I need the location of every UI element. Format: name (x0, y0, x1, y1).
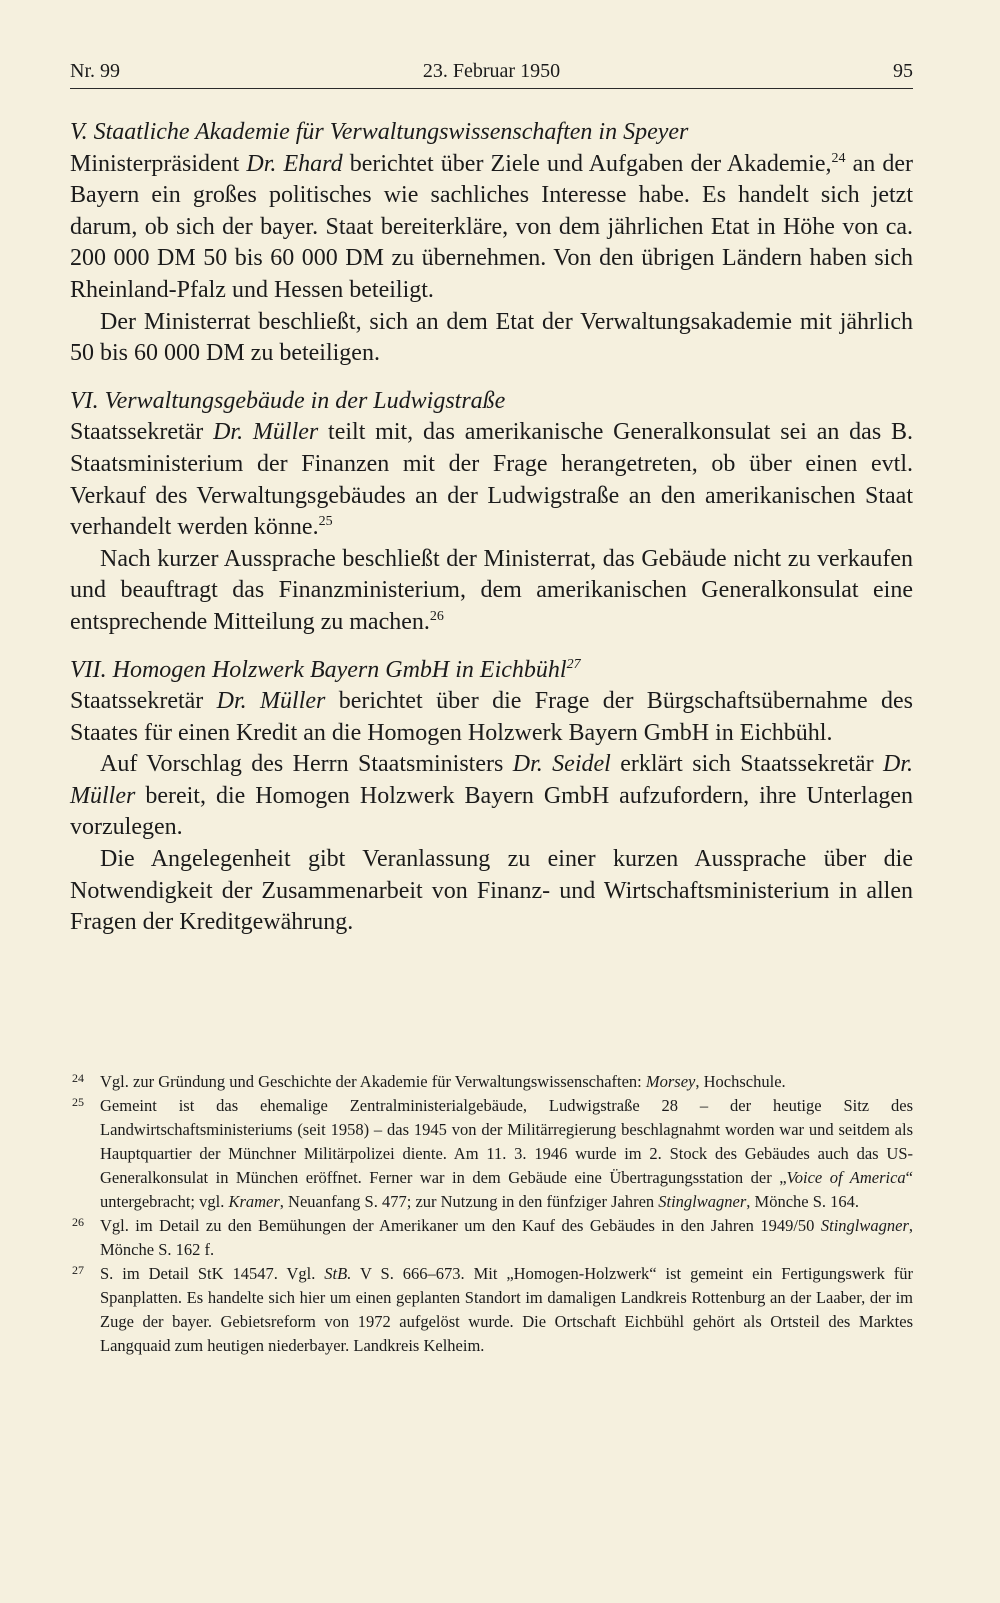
section-vi (70, 386, 913, 639)
text-run: berichtet über die Frage der Bürgschaftsübernahme des Staates für einen Kredit an die Homogen Holzwerk Bayern GmbH in Eichbühl. (70, 688, 914, 746)
section-heading (70, 655, 913, 687)
paragraph (70, 417, 913, 543)
text-run: Staatssekretär (70, 688, 217, 715)
page (70, 54, 913, 955)
footnotes (70, 1070, 913, 1358)
text-run: , Mönche S. 164. (746, 1192, 860, 1211)
heading-text: VII. Homogen Holzwerk Bayern GmbH in Eichbühl (70, 656, 567, 683)
author-name: Morsey (645, 1072, 696, 1091)
text-run: Auf Vorschlag des Herrn Staatsministers (100, 751, 513, 778)
footnote-24 (70, 1070, 913, 1094)
footnote-ref: 27 (566, 656, 581, 672)
author-name: Kramer (228, 1192, 280, 1211)
paragraph: Die Angelegenheit gibt Veranlassung zu einer kurzen Aussprache über die Notwendigkeit der Zusammenarbeit von Finanz- und Wirtschaftsministerium in allen Fragen der Kreditgewährung. (70, 846, 913, 936)
text-run: “ untergebracht; vgl. (100, 1168, 913, 1211)
text-run: S. im Detail StK 14547. Vgl. (100, 1264, 325, 1283)
text-run: Nach kurzer Aussprache beschließt der Ministerrat, das Gebäude nicht zu verkaufen und beauftragt das Finanzministerium, dem amerikanischen Generalkonsulat eine entsprechende Mitteilung zu machen. (70, 545, 913, 635)
footnote-ref: 26 (429, 608, 444, 624)
text-run: an der Bayern ein großes politisches wie sachliches Interesse habe. Es handelt sich jetzt darum, ob sich der bayer. Staat bereiterkläre, von dem jährlichen Etat in Höhe von ca. 200 000 DM 50 bis 60 000 DM zu übernehmen. Von den übrigen Ländern haben sich Rheinland-Pfalz und Hessen beteiligt. (70, 150, 913, 303)
section-heading: VI. Verwaltungsgebäude in der Ludwigstraße (70, 387, 506, 414)
text-run: Vgl. zur Gründung und Geschichte der Akademie für Verwaltungswissenschaften: (100, 1072, 646, 1091)
text-run: , Mönche S. 162 f. (100, 1216, 913, 1259)
footnote-ref: 24 (831, 150, 846, 166)
section-v (70, 117, 913, 370)
footnote-27 (70, 1262, 913, 1358)
author-name: Stinglwagner (820, 1216, 909, 1235)
header-date: 23. Februar 1950 (422, 60, 561, 82)
person-name: Dr. Müller (70, 751, 914, 809)
footnote-number: 25 (72, 1095, 84, 1109)
text-run: berichtet über Ziele und Aufgaben der Akademie, (342, 150, 832, 177)
text-run: bereit, die Homogen Holzwerk Bayern GmbH aufzufordern, ihre Unterlagen vorzulegen. (70, 782, 913, 841)
page-number: 95 (893, 60, 913, 82)
footnote-ref: 25 (318, 514, 333, 530)
author-name: Stinglwagner (658, 1192, 747, 1211)
text-run: erklärt sich Staatssekretär (610, 751, 883, 778)
source-abbrev: StB. (324, 1264, 352, 1283)
paragraph (70, 749, 913, 844)
footnote-number: 27 (72, 1263, 84, 1277)
main-text (70, 117, 913, 939)
text-run: Ministerpräsident (70, 150, 247, 177)
issue-number: Nr. 99 (70, 60, 120, 82)
person-name: Dr. Ehard (246, 150, 343, 177)
text-run: teilt mit, das amerikanische Generalkonsulat sei an das B. Staatsministerium der Finanzen mit der Frage herangetreten, ob über einen evtl. Verkauf des Verwaltungsgebäudes an der Ludwigstraße an den amerikanischen Staat verhandelt werden könne. (70, 419, 913, 541)
text-run: Vgl. im Detail zu den Bemühungen der Amerikaner um den Kauf des Gebäudes in den Jahren 1949/50 (100, 1216, 821, 1235)
paragraph (70, 686, 913, 749)
person-name: Dr. Seidel (512, 751, 611, 778)
person-name: Dr. Müller (213, 419, 319, 446)
paragraph: Der Ministerrat beschließt, sich an dem Etat der Verwaltungsakademie mit jährlich 50 bis 60 000 DM zu beteiligen. (70, 308, 913, 367)
text-run: V S. 666–673. Mit „Homogen-Holzwerk“ ist gemeint ein Fertigungswerk für Spanplatten. Es handelte sich hier um einen geplanten Standort im damaligen Landkreis Rottenburg an der Laaber, der im Zuge der bayer. Gebietsreform von 1972 aufgelöst wurde. Die Ortschaft Eichbühl gehört als Ortsteil des Marktes Langquaid zum heutigen niederbayer. Landkreis Kelheim. (100, 1264, 913, 1355)
paragraph (70, 149, 913, 307)
footnote-number: 26 (72, 1215, 84, 1229)
italic-title: Voice of America (786, 1168, 906, 1187)
footnote-26 (70, 1214, 913, 1262)
person-name: Dr. Müller (216, 688, 326, 715)
footnote-number: 24 (72, 1071, 84, 1085)
running-header (70, 54, 913, 89)
text-run: , Neuanfang S. 477; zur Nutzung in den fünfziger Jahren (279, 1192, 659, 1211)
section-heading: V. Staatliche Akademie für Verwaltungswissenschaften in Speyer (70, 119, 689, 145)
paragraph (70, 544, 913, 639)
section-vii (70, 655, 913, 939)
text-run: Gemeint ist das ehemalige Zentralministerialgebäude, Ludwigstraße 28 – der heutige Sitz des Landwirtschaftsministeriums (seit 1958) – das 1945 von der Militärregierung beschlagnahmt worden war und seitdem als Hauptquartier der Münchner Militärpolizei diente. Am 11. 3. 1946 wurde im 2. Stock des Gebäudes auch das US-Generalkonsulat in München eröffnet. Ferner war in dem Gebäude eine Übertragungsstation der „ (100, 1096, 913, 1187)
text-run: , Hochschule. (695, 1072, 786, 1091)
text-run: Staatssekretär (70, 419, 214, 446)
footnote-25 (70, 1094, 913, 1214)
